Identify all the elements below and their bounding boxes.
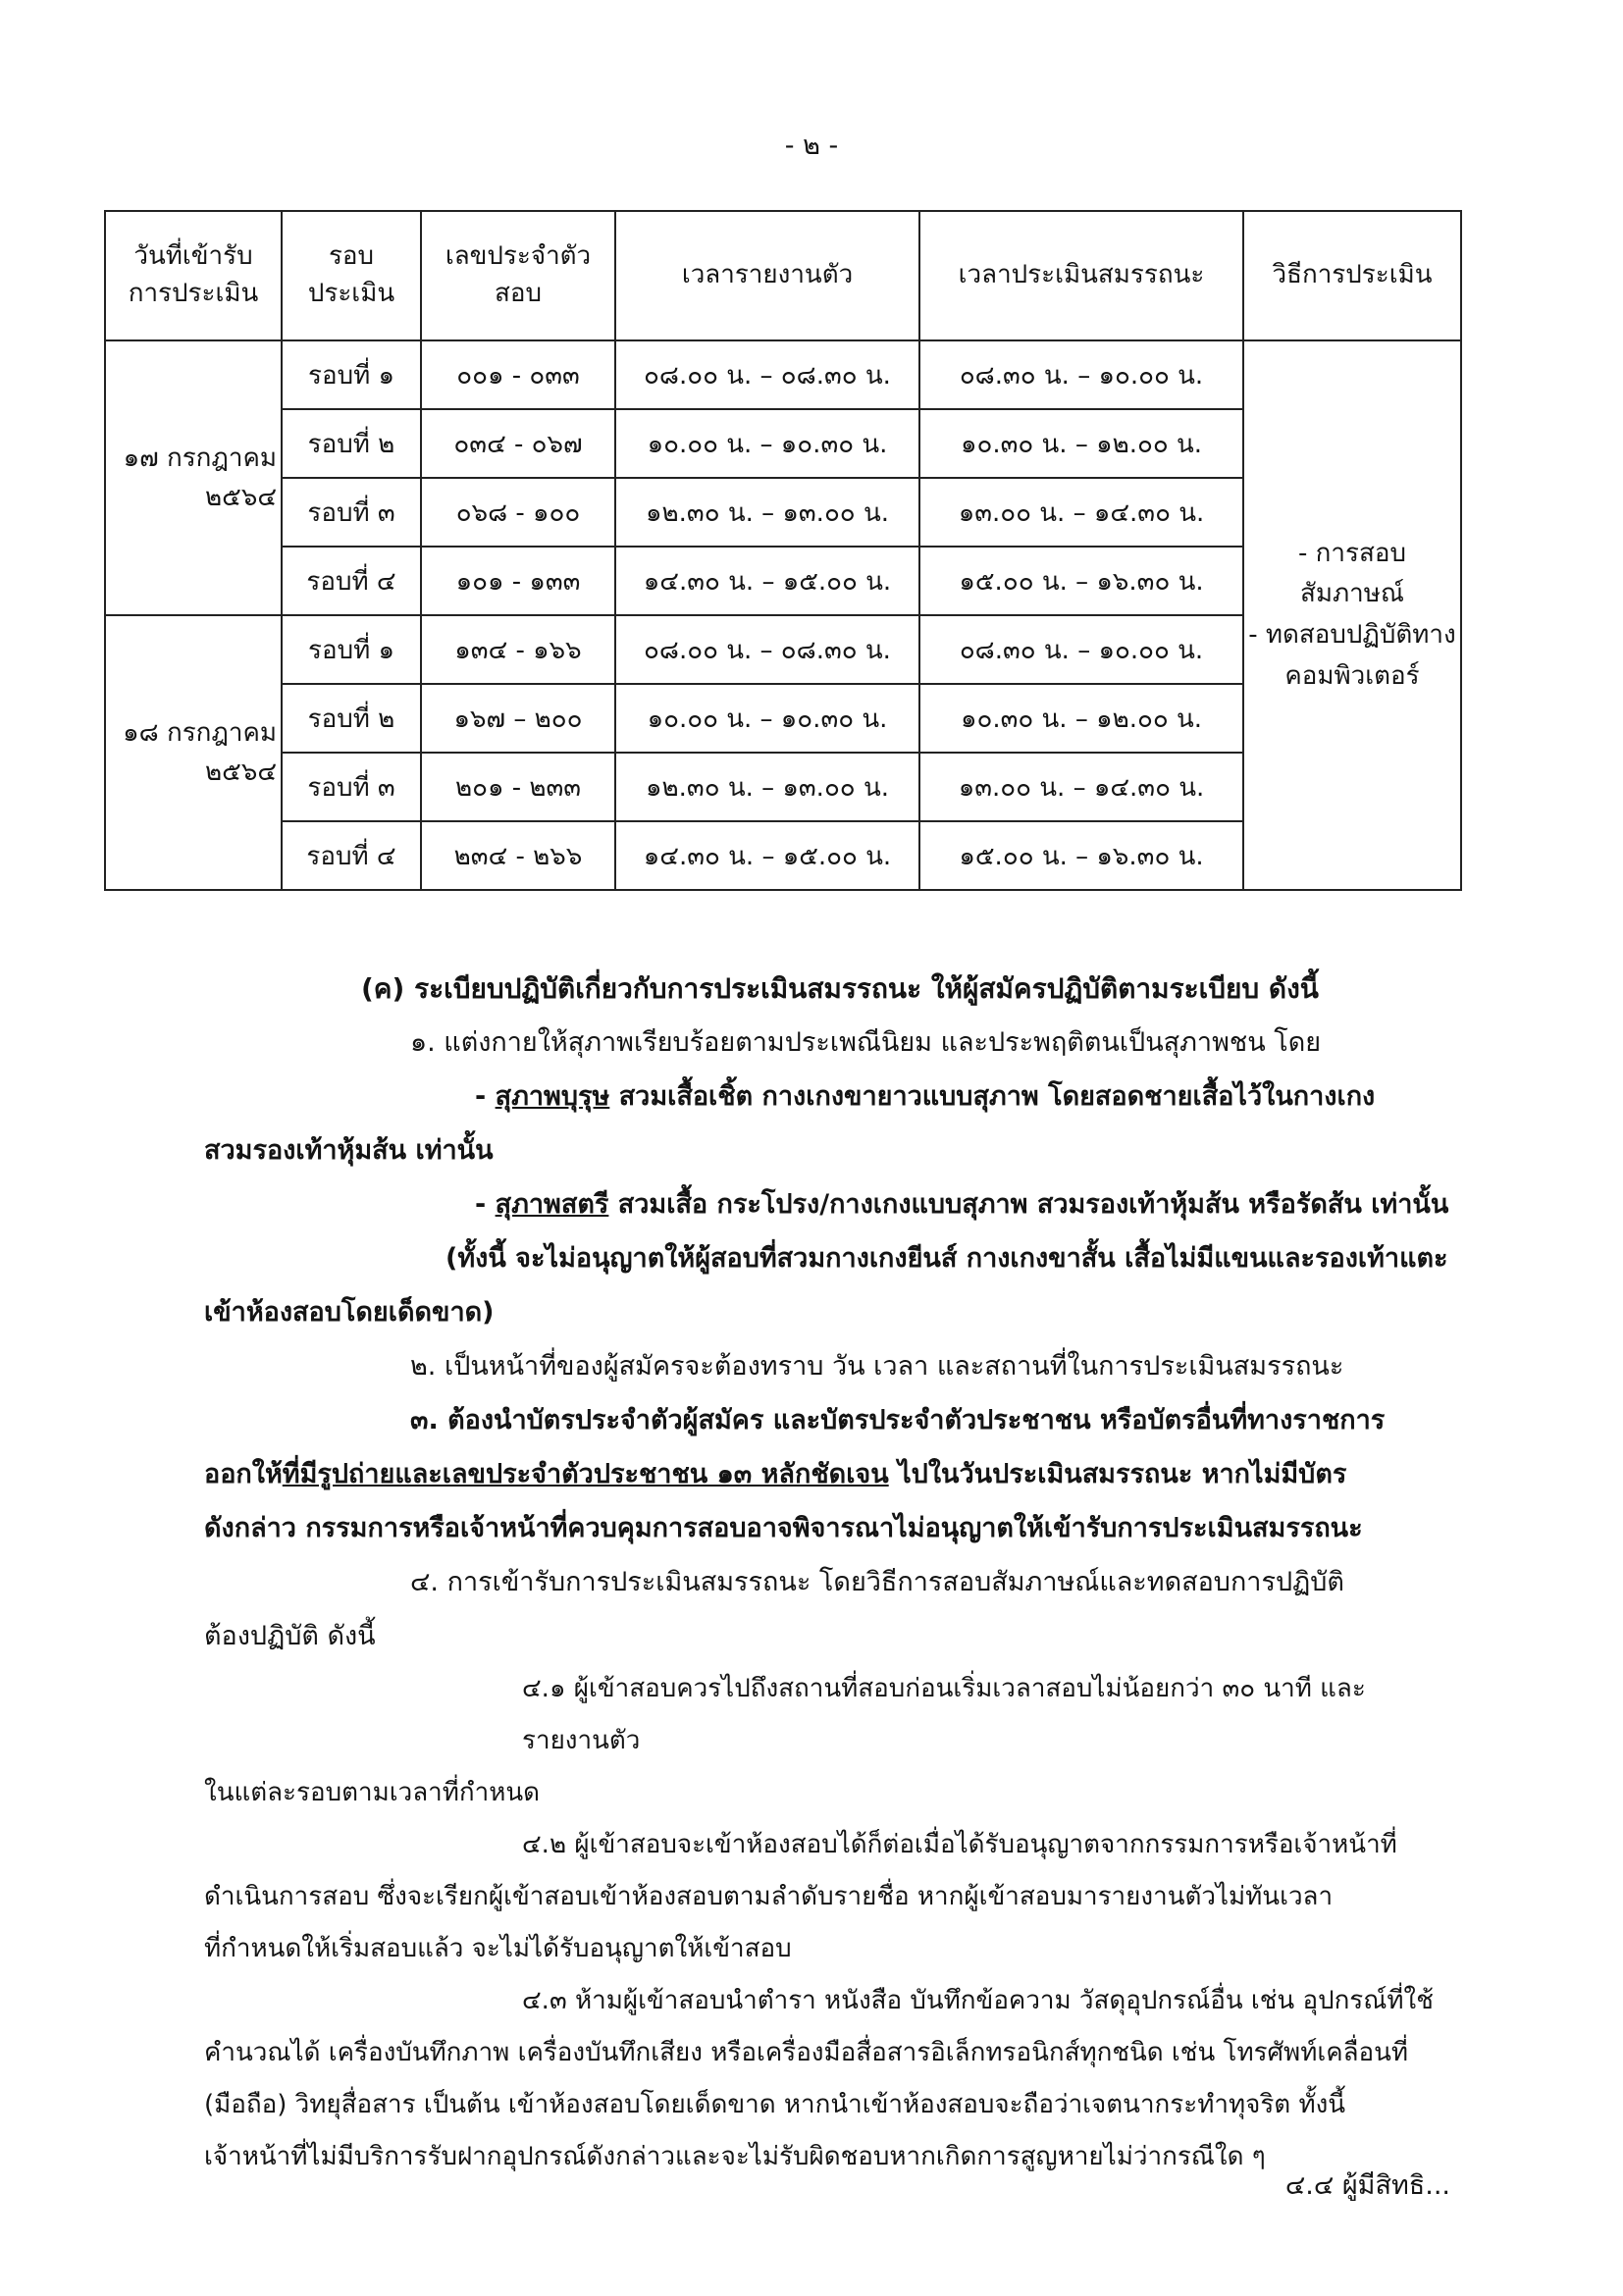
section-title: (ค) ระเบียบปฏิบัติเกี่ยวกับการประเมินสมรรถนะ ให้ผู้สมัครปฏิบัติตามระเบียบ ดังนี้: [361, 972, 1319, 1005]
table-header-row: [105, 211, 1461, 340]
item-4-1: ๔.๑ ผู้เข้าสอบควรไปถึงสถานที่สอบก่อนเริ่มเวลาสอบไม่น้อยกว่า ๓๐ นาที และรายงานตัว: [522, 1674, 1366, 1755]
continuation-marker: ๔.๔ ผู้มีสิทธิ...: [1284, 2170, 1450, 2201]
item-4-1-cont: ในแต่ละรอบตามเวลาที่กำหนด: [204, 1778, 541, 1807]
men-dress-rule-cont: สวมรองเท้าหุ้มส้น เท่านั้น: [204, 1135, 494, 1166]
header-id: เลขประจำตัว สอบ: [421, 211, 615, 340]
item-4-2-cont: ดำเนินการสอบ ซึ่งจะเรียกผู้เข้าสอบเข้าห้องสอบตามลำดับรายชื่อ หากผู้เข้าสอบมารายงานตัวไม่ทันเวลา: [204, 1882, 1334, 1911]
report-time-cell: ๑๔.๓๐ น. – ๑๕.๐๐ น.: [615, 547, 919, 615]
item-4-3-cont-3: เจ้าหน้าที่ไม่มีบริการรับฝากอุปกรณ์ดังกล่าวและจะไม่รับผิดชอบหากเกิดการสูญหายไม่ว่ากรณีใด ๆ: [204, 2142, 1266, 2171]
report-time-cell: ๐๘.๐๐ น. – ๐๘.๓๐ น.: [615, 340, 919, 409]
header-method: วิธีการประเมิน: [1243, 211, 1461, 340]
id-range-cell: ๑๖๗ – ๒๐๐: [421, 684, 615, 753]
id-range-cell: ๐๖๘ - ๑๐๐: [421, 478, 615, 547]
item-4: ๔. การเข้ารับการประเมินสมรรถนะ โดยวิธีการสอบสัมภาษณ์และทดสอบการปฏิบัติ: [410, 1567, 1344, 1597]
item-1: ๑. แต่งกายให้สุภาพเรียบร้อยตามประเพณีนิยม และประพฤติตนเป็นสุภาพชน โดย: [410, 1027, 1322, 1058]
men-label: สุภาพบุรุษ: [495, 1081, 610, 1112]
method-cell: - การสอบสัมภาษณ์ - ทดสอบปฏิบัติทาง คอมพิวเตอร์: [1243, 340, 1461, 890]
report-time-cell: ๑๒.๓๐ น. – ๑๓.๐๐ น.: [615, 478, 919, 547]
assess-time-cell: ๑๕.๐๐ น. – ๑๖.๓๐ น.: [919, 821, 1243, 890]
header-assess-time: เวลาประเมินสมรรถนะ: [919, 211, 1243, 340]
item-4-3: ๔.๓ ห้ามผู้เข้าสอบนำตำรา หนังสือ บันทึกข้อความ วัสดุอุปกรณ์อื่น เช่น อุปกรณ์ที่ใช้: [522, 1986, 1434, 2015]
round-cell: รอบที่ ๒: [282, 409, 421, 478]
item-4-2: ๔.๒ ผู้เข้าสอบจะเข้าห้องสอบได้ก็ต่อเมื่อได้รับอนุญาตจากกรรมการหรือเจ้าหน้าที่: [522, 1830, 1397, 1859]
id-range-cell: ๒๓๔ - ๒๖๖: [421, 821, 615, 890]
assess-time-cell: ๑๐.๓๐ น. – ๑๒.๐๐ น.: [919, 684, 1243, 753]
assess-time-cell: ๑๓.๐๐ น. – ๑๔.๓๐ น.: [919, 753, 1243, 821]
header-round: รอบ ประเมิน: [282, 211, 421, 340]
women-label: สุภาพสตรี: [495, 1189, 609, 1220]
report-time-cell: ๑๒.๓๐ น. – ๑๓.๐๐ น.: [615, 753, 919, 821]
round-cell: รอบที่ ๓: [282, 478, 421, 547]
report-time-cell: ๑๔.๓๐ น. – ๑๕.๐๐ น.: [615, 821, 919, 890]
report-time-cell: ๐๘.๐๐ น. – ๐๘.๓๐ น.: [615, 615, 919, 684]
header-report-time: เวลารายงานตัว: [615, 211, 919, 340]
header-date: วันที่เข้ารับ การประเมิน: [105, 211, 282, 340]
dress-note: (ทั้งนี้ จะไม่อนุญาตให้ผู้สอบที่สวมกางเกงยีนส์ กางเกงขาสั้น เสื้อไม่มีแขนและรองเท้าแตะ: [445, 1243, 1448, 1274]
report-time-cell: ๑๐.๐๐ น. – ๑๐.๓๐ น.: [615, 409, 919, 478]
date-cell: ๑๗ กรกฎาคม ๒๕๖๔: [105, 340, 282, 615]
regulations-section: [204, 962, 1452, 2183]
id-card-requirement: ที่มีรูปถ่ายและเลขประจำตัวประชาชน ๑๓ หลักชัดเจน: [282, 1459, 889, 1489]
assess-time-cell: ๐๘.๓๐ น. – ๑๐.๐๐ น.: [919, 340, 1243, 409]
table-row: [105, 340, 1461, 409]
round-cell: รอบที่ ๒: [282, 684, 421, 753]
assess-time-cell: ๑๐.๓๐ น. – ๑๒.๐๐ น.: [919, 409, 1243, 478]
id-range-cell: ๑๐๑ - ๑๓๓: [421, 547, 615, 615]
item-4-3-cont: คำนวณได้ เครื่องบันทึกภาพ เครื่องบันทึกเสียง หรือเครื่องมือสื่อสารอิเล็กทรอนิกส์ทุกชนิด เช่น โทรศัพท์เคลื่อนที่: [204, 2038, 1409, 2067]
id-range-cell: ๑๓๔ - ๑๖๖: [421, 615, 615, 684]
men-dress-rule: - สุภาพบุรุษ สวมเสื้อเชิ้ต กางเกงขายาวแบบสุภาพ โดยสอดชายเสื้อไว้ในกางเกง: [475, 1081, 1376, 1112]
id-range-cell: ๐๐๑ - ๐๓๓: [421, 340, 615, 409]
round-cell: รอบที่ ๑: [282, 615, 421, 684]
item-3: ๓. ต้องนำบัตรประจำตัวผู้สมัคร และบัตรประจำตัวประชาชน หรือบัตรอื่นที่ทางราชการ: [410, 1405, 1386, 1435]
assessment-schedule-table: [104, 210, 1462, 891]
item-4-2-cont-2: ที่กำหนดให้เริ่มสอบแล้ว จะไม่ได้รับอนุญาตให้เข้าสอบ: [204, 1934, 792, 1963]
round-cell: รอบที่ ๓: [282, 753, 421, 821]
date-cell: ๑๘ กรกฎาคม ๒๕๖๔: [105, 615, 282, 890]
assess-time-cell: ๑๓.๐๐ น. – ๑๔.๓๐ น.: [919, 478, 1243, 547]
id-range-cell: ๒๐๑ - ๒๓๓: [421, 753, 615, 821]
report-time-cell: ๑๐.๐๐ น. – ๑๐.๓๐ น.: [615, 684, 919, 753]
dress-note-cont: เข้าห้องสอบโดยเด็ดขาด): [204, 1297, 495, 1328]
page-number: - ๒ -: [784, 130, 839, 161]
item-2: ๒. เป็นหน้าที่ของผู้สมัครจะต้องทราบ วัน เวลา และสถานที่ในการประเมินสมรรถนะ: [410, 1351, 1344, 1382]
item-3-cont: ออกให้ที่มีรูปถ่ายและเลขประจำตัวประชาชน ๑๓ หลักชัดเจน ไปในวันประเมินสมรรถนะ หากไม่มีบัตร: [204, 1459, 1347, 1489]
round-cell: รอบที่ ๔: [282, 547, 421, 615]
women-dress-rule: - สุภาพสตรี สวมเสื้อ กระโปรง/กางเกงแบบสุภาพ สวมรองเท้าหุ้มส้น หรือรัดส้น เท่านั้น: [475, 1189, 1449, 1220]
item-4-cont: ต้องปฏิบัติ ดังนี้: [204, 1621, 376, 1651]
item-3-cont-2: ดังกล่าว กรรมการหรือเจ้าหน้าที่ควบคุมการสอบอาจพิจารณาไม่อนุญาตให้เข้ารับการประเมินสมรรถนะ: [204, 1513, 1363, 1543]
round-cell: รอบที่ ๑: [282, 340, 421, 409]
item-4-3-cont-2: (มือถือ) วิทยุสื่อสาร เป็นต้น เข้าห้องสอบโดยเด็ดขาด หากนำเข้าห้องสอบจะถือว่าเจตนากระทำทุจริต ทั้งนี้: [204, 2090, 1346, 2119]
id-range-cell: ๐๓๔ - ๐๖๗: [421, 409, 615, 478]
round-cell: รอบที่ ๔: [282, 821, 421, 890]
assess-time-cell: ๐๘.๓๐ น. – ๑๐.๐๐ น.: [919, 615, 1243, 684]
assess-time-cell: ๑๕.๐๐ น. – ๑๖.๓๐ น.: [919, 547, 1243, 615]
